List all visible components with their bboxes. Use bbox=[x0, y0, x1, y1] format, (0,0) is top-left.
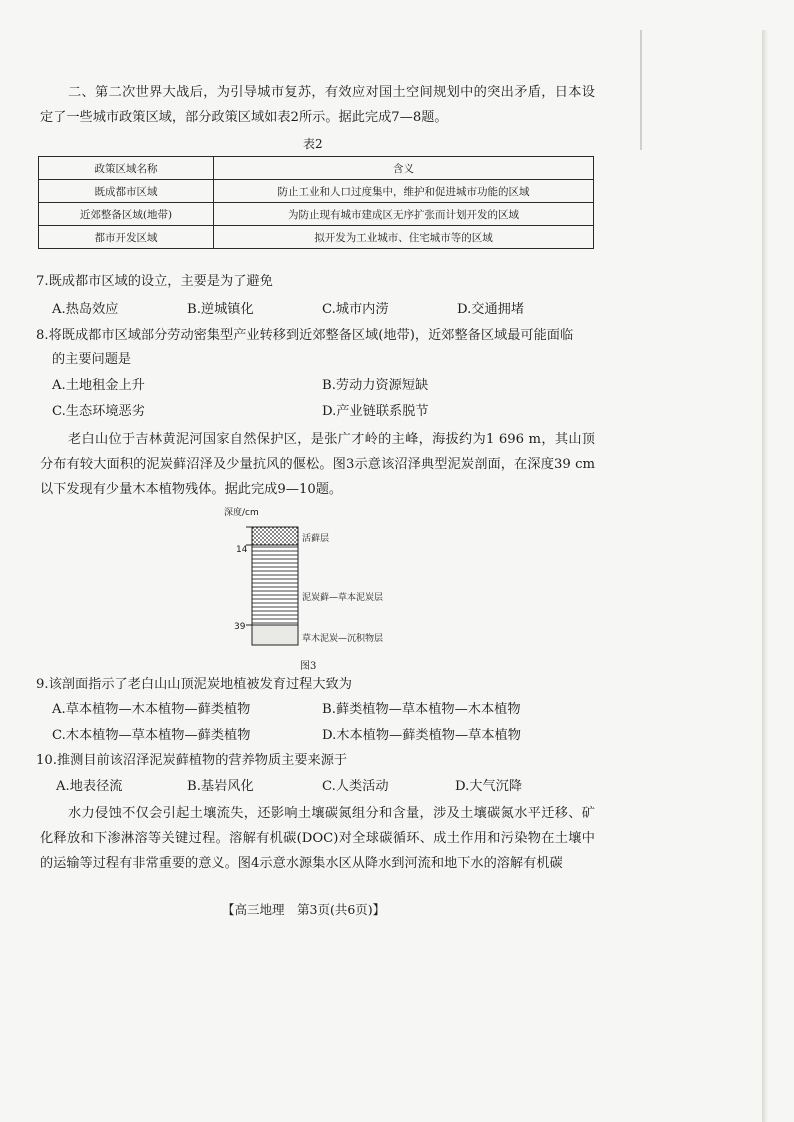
q9-option-b: B.藓类植物—草本植物—木本植物 bbox=[322, 702, 521, 717]
q10-option-d: D.大气沉降 bbox=[455, 779, 523, 794]
q9-option-c: C.木本植物—草本植物—藓类植物 bbox=[52, 728, 251, 743]
question-10-stem: 10.推测目前该沼泽泥炭藓植物的营养物质主要来源于 bbox=[36, 753, 348, 768]
layer-label-herb-sediment: 草木泥炭—沉积物层 bbox=[302, 634, 384, 644]
header-cell: 政策区域名称 bbox=[39, 157, 214, 180]
q8-option-d: D.产业链联系脱节 bbox=[322, 404, 429, 419]
herb-peat-sediment-layer bbox=[252, 625, 298, 645]
table-cell: 都市开发区域 bbox=[39, 226, 214, 249]
depth-axis-label: 深度/cm bbox=[224, 508, 259, 518]
q10-option-c: C.人类活动 bbox=[322, 779, 389, 794]
q8-option-a: A.土地租金上升 bbox=[52, 378, 145, 393]
page-footer: 【高三地理 第3页(共6页)】 bbox=[222, 902, 386, 917]
q9-option-d: D.木本植物—藓类植物—草本植物 bbox=[322, 728, 521, 743]
q9-option-a: A.草本植物—木本植物—藓类植物 bbox=[52, 702, 251, 717]
depth-tick-label-39: 39 bbox=[234, 622, 246, 632]
intro-next-section: 水力侵蚀不仅会引起土壤流失，还影响土壤碳氮组分和含量，涉及土壤碳氮水平迁移、矿化释放和下渗淋溶等关键过程。溶解有机碳(DOC)对全球碳循环、成土作用和污染物在土壤中的运输等过程有非常重要的意义。图4示意水源集水区从降水到河流和地下水的溶解有机碳 bbox=[40, 806, 595, 871]
table-header-row bbox=[39, 157, 594, 180]
question-8-stem-line1: 8.将既成都市区域部分劳动密集型产业转移到近郊整备区域(地带)，近郊整备区域最可能面临 bbox=[36, 328, 574, 343]
header-cell: 含义 bbox=[214, 157, 594, 180]
peat-profile-diagram bbox=[222, 505, 392, 675]
table-row bbox=[39, 180, 594, 203]
depth-tick-label-14: 14 bbox=[236, 545, 248, 555]
question-8-stem-line2: 的主要问题是 bbox=[52, 352, 132, 367]
q7-option-d: D.交通拥堵 bbox=[457, 302, 525, 317]
q7-option-a: A.热岛效应 bbox=[52, 302, 119, 317]
table-cell: 拟开发为工业城市、住宅城市等的区域 bbox=[214, 226, 594, 249]
table-cell: 防止工业和人口过度集中，维护和促进城市功能的区域 bbox=[214, 180, 594, 203]
q8-option-b: B.劳动力资源短缺 bbox=[322, 378, 429, 393]
question-7-stem: 7.既成都市区域的设立，主要是为了避免 bbox=[36, 274, 273, 289]
table-cell: 为防止现有城市建成区无序扩张而计划开发的区域 bbox=[214, 203, 594, 226]
q7-option-b: B.逆城镇化 bbox=[187, 302, 254, 317]
table-cell: 近郊整备区域(地带) bbox=[39, 203, 214, 226]
sphagnum-herb-peat-layer bbox=[252, 545, 298, 625]
q10-option-b: B.基岩风化 bbox=[187, 779, 254, 794]
policy-region-table bbox=[38, 156, 594, 249]
table-cell: 既成都市区域 bbox=[39, 180, 214, 203]
q8-option-c: C.生态环境恶劣 bbox=[52, 404, 145, 419]
layer-label-sphagnum-herb: 泥炭藓—草本泥炭层 bbox=[302, 593, 384, 603]
layer-label-moss: 活藓层 bbox=[302, 534, 330, 544]
q10-option-a: A.地表径流 bbox=[56, 779, 123, 794]
question-9-stem: 9.该剖面指示了老白山山顶泥炭地植被发育过程大致为 bbox=[36, 677, 352, 692]
paper-fold-mark bbox=[640, 30, 642, 150]
table-caption: 表2 bbox=[303, 137, 323, 151]
figure-3-peat-profile bbox=[222, 505, 392, 675]
page-edge-shadow bbox=[762, 30, 768, 1122]
intro-9-10: 老白山位于吉林黄泥河国家自然保护区，是张广才岭的主峰，海拔约为1 696 m，其山顶分布有较大面积的泥炭藓沼泽及少量抗风的偃松。图3示意该沼泽典型泥炭剖面，在深度39 cm以下发现有少量木本植物残体。据此完成9—10题。 bbox=[40, 432, 595, 497]
table-row bbox=[39, 226, 594, 249]
q7-option-c: C.城市内涝 bbox=[322, 302, 389, 317]
figure-caption: 图3 bbox=[300, 661, 317, 672]
intro-7-8: 二、第二次世界大战后，为引导城市复苏，有效应对国土空间规划中的突出矛盾，日本设定了一些城市政策区域，部分政策区域如表2所示。据此完成7—8题。 bbox=[40, 85, 595, 125]
table-row bbox=[39, 203, 594, 226]
moss-layer bbox=[252, 527, 298, 545]
